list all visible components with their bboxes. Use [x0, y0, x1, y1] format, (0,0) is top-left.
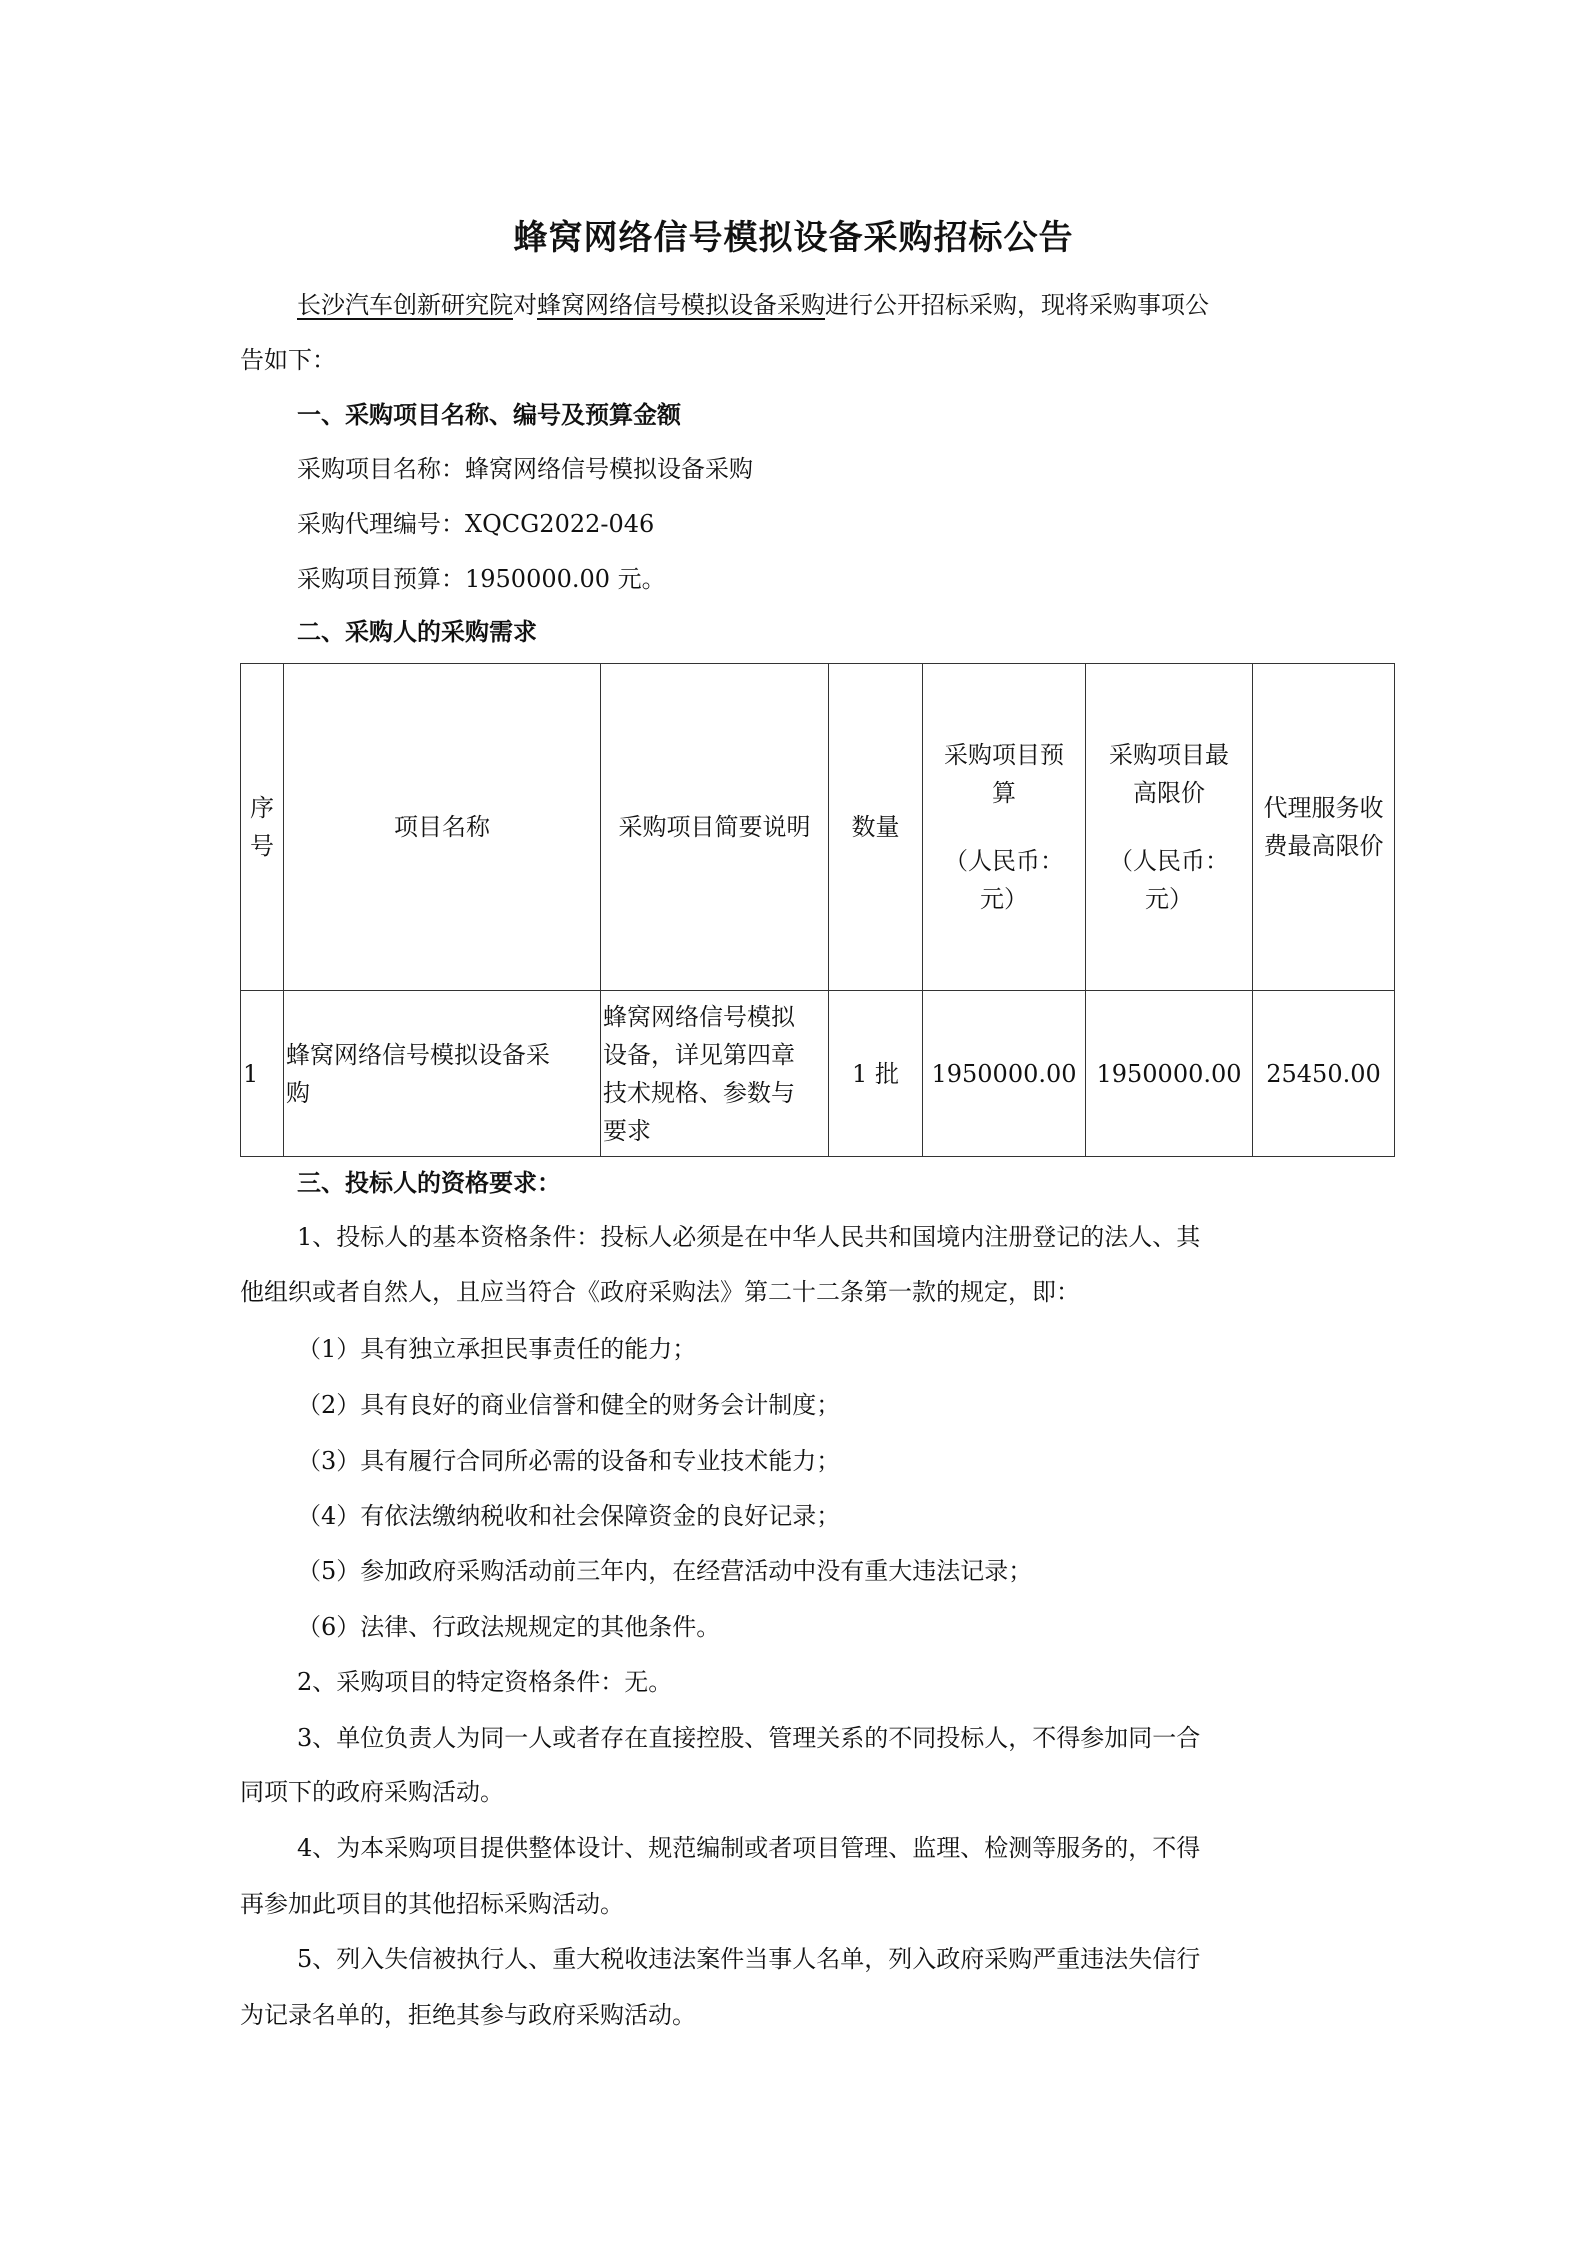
qualification-3-line-1: 3、单位负责人为同一人或者存在直接控股、管理关系的不同投标人，不得参加同一合 [297, 1724, 1201, 1752]
header-budget: 采购项目预 算 （人民币： 元） [923, 664, 1086, 991]
header-project-name: 项目名称 [284, 664, 601, 991]
qualification-1-line-2: 他组织或者自然人，且应当符合《政府采购法》第二十二条第一款的规定，即： [240, 1278, 1080, 1306]
section3-heading: 三、投标人的资格要求： [297, 1168, 561, 1197]
condition-1: （1）具有独立承担民事责任的能力； [297, 1335, 697, 1363]
condition-3: （3）具有履行合同所必需的设备和专业技术能力； [297, 1447, 841, 1475]
purchaser-name: 长沙汽车创新研究院 [297, 291, 513, 319]
section1-heading: 一、采购项目名称、编号及预算金额 [297, 400, 681, 429]
qualification-5-line-2: 为记录名单的，拒绝其参与政府采购活动。 [240, 2001, 696, 2029]
table-header-row [241, 664, 1395, 991]
table-row [241, 991, 1395, 1157]
intro-connector: 对 [513, 291, 537, 319]
cell-seq: 1 [241, 991, 284, 1157]
header-max-price: 采购项目最 高限价 （人民币： 元） [1086, 664, 1253, 991]
header-quantity: 数量 [829, 664, 923, 991]
qualification-3-line-2: 同项下的政府采购活动。 [240, 1778, 504, 1806]
page-title: 蜂窝网络信号模拟设备采购招标公告 [513, 218, 1074, 258]
qualification-4-line-1: 4、为本采购项目提供整体设计、规范编制或者项目管理、监理、检测等服务的，不得 [297, 1834, 1201, 1862]
intro-line-2: 告如下： [240, 346, 336, 374]
cell-description: 蜂窝网络信号模拟 设备，详见第四章 技术规格、参数与 要求 [601, 991, 829, 1157]
cell-budget: 1950000.00 [923, 991, 1086, 1157]
qualification-4-line-2: 再参加此项目的其他招标采购活动。 [240, 1890, 624, 1918]
section2-heading: 二、采购人的采购需求 [297, 617, 537, 646]
intro-rest: 进行公开招标采购，现将采购事项公 [825, 291, 1209, 319]
header-agent-fee: 代理服务收 费最高限价 [1253, 664, 1395, 991]
condition-5: （5）参加政府采购活动前三年内，在经营活动中没有重大违法记录； [297, 1557, 1033, 1585]
condition-2: （2）具有良好的商业信誉和健全的财务会计制度； [297, 1391, 841, 1419]
cell-quantity: 1 批 [829, 991, 923, 1157]
condition-6: （6）法律、行政法规规定的其他条件。 [297, 1613, 721, 1641]
project-name-line: 采购项目名称：蜂窝网络信号模拟设备采购 [297, 455, 753, 483]
qualification-2: 2、采购项目的特定资格条件：无。 [297, 1668, 673, 1696]
project-code-line: 采购代理编号：XQCG2022-046 [297, 510, 655, 538]
cell-agent-fee: 25450.00 [1253, 991, 1395, 1157]
condition-4: （4）有依法缴纳税收和社会保障资金的良好记录； [297, 1502, 841, 1530]
qualification-5-line-1: 5、列入失信被执行人、重大税收违法案件当事人名单，列入政府采购严重违法失信行 [297, 1945, 1201, 1973]
qualification-1-line-1: 1、投标人的基本资格条件：投标人必须是在中华人民共和国境内注册登记的法人、其 [297, 1223, 1201, 1251]
header-seq: 序 号 [241, 664, 284, 991]
project-budget-line: 采购项目预算：1950000.00 元。 [297, 565, 666, 593]
cell-max-price: 1950000.00 [1086, 991, 1253, 1157]
cell-project-name: 蜂窝网络信号模拟设备采 购 [284, 991, 601, 1157]
requirements-table [240, 663, 1395, 1157]
intro-line-1 [297, 287, 1209, 323]
intro-project-name: 蜂窝网络信号模拟设备采购 [537, 291, 825, 319]
header-description: 采购项目简要说明 [601, 664, 829, 991]
